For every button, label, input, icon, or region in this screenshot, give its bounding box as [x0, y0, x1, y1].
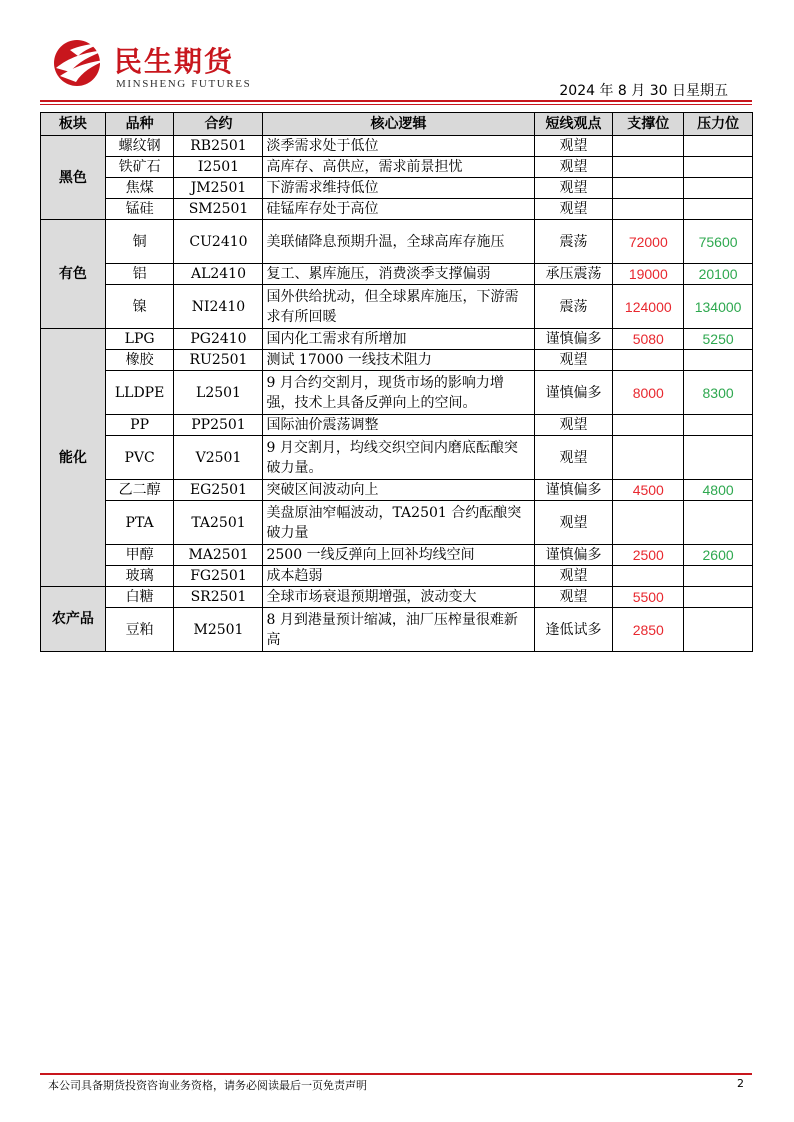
page-number: 2	[737, 1077, 744, 1090]
product-cell: 玻璃	[105, 566, 174, 587]
view-cell: 谨慎偏多	[534, 329, 613, 350]
product-cell: 锰硅	[105, 199, 174, 220]
sector-cell: 农产品	[41, 587, 106, 652]
resistance-cell	[684, 587, 753, 608]
product-cell: 白糖	[105, 587, 174, 608]
product-cell: PTA	[105, 501, 174, 545]
header-divider	[40, 100, 752, 102]
header-view: 短线观点	[534, 113, 613, 136]
product-cell: 焦煤	[105, 178, 174, 199]
table-row	[41, 371, 753, 415]
view-cell: 观望	[534, 350, 613, 371]
resistance-cell	[684, 436, 753, 480]
logic-cell: 下游需求维持低位	[263, 178, 534, 199]
resistance-cell	[684, 566, 753, 587]
table-row	[41, 501, 753, 545]
header-contract: 合约	[174, 113, 263, 136]
support-cell	[613, 136, 684, 157]
table-row	[41, 220, 753, 264]
logic-cell: 9 月合约交割月，现货市场的影响力增强，技术上具备反弹向上的空间。	[263, 371, 534, 415]
resistance-cell	[684, 350, 753, 371]
header-product: 品种	[105, 113, 174, 136]
resistance-cell: 20100	[684, 264, 753, 285]
view-cell: 观望	[534, 178, 613, 199]
resistance-cell: 4800	[684, 480, 753, 501]
minsheng-logo-icon	[50, 38, 108, 88]
support-cell: 4500	[613, 480, 684, 501]
report-date: 2024 年 8 月 30 日星期五	[559, 83, 728, 99]
support-cell	[613, 178, 684, 199]
table-row	[41, 285, 753, 329]
support-cell	[613, 199, 684, 220]
header-support: 支撑位	[613, 113, 684, 136]
contract-cell: AL2410	[174, 264, 263, 285]
logic-cell: 2500 一线反弹向上回补均线空间	[263, 545, 534, 566]
support-cell	[613, 501, 684, 545]
product-cell: PP	[105, 415, 174, 436]
contract-cell: NI2410	[174, 285, 263, 329]
brand-name-en: MINSHENG FUTURES	[116, 78, 252, 90]
sector-cell: 能化	[41, 329, 106, 587]
logic-cell: 硅锰库存处于高位	[263, 199, 534, 220]
support-cell: 72000	[613, 220, 684, 264]
table-row	[41, 178, 753, 199]
logic-cell: 美盘原油窄幅波动，TA2501 合约酝酿突破力量	[263, 501, 534, 545]
product-cell: 甲醇	[105, 545, 174, 566]
product-cell: LLDPE	[105, 371, 174, 415]
contract-cell: TA2501	[174, 501, 263, 545]
support-cell	[613, 415, 684, 436]
product-cell: 螺纹钢	[105, 136, 174, 157]
contract-cell: FG2501	[174, 566, 263, 587]
contract-cell: CU2410	[174, 220, 263, 264]
table-row	[41, 136, 753, 157]
logic-cell: 淡季需求处于低位	[263, 136, 534, 157]
support-cell	[613, 566, 684, 587]
view-cell: 观望	[534, 199, 613, 220]
table-row	[41, 608, 753, 652]
view-cell: 观望	[534, 415, 613, 436]
support-cell: 2850	[613, 608, 684, 652]
product-cell: LPG	[105, 329, 174, 350]
table-row	[41, 480, 753, 501]
disclaimer: 本公司具备期货投资咨询业务资格，请务必阅读最后一页免责声明	[48, 1079, 367, 1092]
logic-cell: 成本趋弱	[263, 566, 534, 587]
resistance-cell	[684, 178, 753, 199]
logic-cell: 复工、累库施压，消费淡季支撑偏弱	[263, 264, 534, 285]
contract-cell: L2501	[174, 371, 263, 415]
contract-cell: I2501	[174, 157, 263, 178]
contract-cell: PP2501	[174, 415, 263, 436]
resistance-cell: 8300	[684, 371, 753, 415]
table-row	[41, 545, 753, 566]
contract-cell: M2501	[174, 608, 263, 652]
support-cell: 5500	[613, 587, 684, 608]
view-cell: 观望	[534, 157, 613, 178]
resistance-cell	[684, 136, 753, 157]
product-cell: 铁矿石	[105, 157, 174, 178]
resistance-cell	[684, 199, 753, 220]
product-cell: PVC	[105, 436, 174, 480]
header-divider-thin	[40, 104, 752, 105]
table-row	[41, 587, 753, 608]
support-cell: 124000	[613, 285, 684, 329]
resistance-cell	[684, 608, 753, 652]
logic-cell: 美联储降息预期升温，全球高库存施压	[263, 220, 534, 264]
table-row	[41, 199, 753, 220]
view-cell: 观望	[534, 136, 613, 157]
support-cell: 19000	[613, 264, 684, 285]
support-cell	[613, 436, 684, 480]
resistance-cell	[684, 157, 753, 178]
view-cell: 观望	[534, 501, 613, 545]
table-row	[41, 566, 753, 587]
table-row	[41, 264, 753, 285]
logic-cell: 高库存、高供应，需求前景担忧	[263, 157, 534, 178]
resistance-cell	[684, 501, 753, 545]
logic-cell: 测试 17000 一线技术阻力	[263, 350, 534, 371]
resistance-cell	[684, 415, 753, 436]
product-cell: 镍	[105, 285, 174, 329]
contract-cell: EG2501	[174, 480, 263, 501]
contract-cell: SM2501	[174, 199, 263, 220]
logic-cell: 国际油价震荡调整	[263, 415, 534, 436]
resistance-cell: 134000	[684, 285, 753, 329]
logic-cell: 全球市场衰退预期增强，波动变大	[263, 587, 534, 608]
contract-cell: PG2410	[174, 329, 263, 350]
view-cell: 观望	[534, 566, 613, 587]
sector-cell: 黑色	[41, 136, 106, 220]
view-cell: 震荡	[534, 285, 613, 329]
logic-cell: 9 月交割月，均线交织空间内磨底酝酿突破力量。	[263, 436, 534, 480]
support-cell: 2500	[613, 545, 684, 566]
table-row	[41, 329, 753, 350]
product-cell: 橡胶	[105, 350, 174, 371]
product-cell: 乙二醇	[105, 480, 174, 501]
view-cell: 震荡	[534, 220, 613, 264]
support-cell	[613, 350, 684, 371]
resistance-cell: 5250	[684, 329, 753, 350]
contract-cell: RU2501	[174, 350, 263, 371]
header-sector: 板块	[41, 113, 106, 136]
resistance-cell: 75600	[684, 220, 753, 264]
table-row	[41, 350, 753, 371]
table-row	[41, 436, 753, 480]
table-header-row	[41, 113, 753, 136]
view-cell: 谨慎偏多	[534, 480, 613, 501]
view-cell: 承压震荡	[534, 264, 613, 285]
resistance-cell: 2600	[684, 545, 753, 566]
header-logic: 核心逻辑	[263, 113, 534, 136]
support-cell: 5080	[613, 329, 684, 350]
footer-divider	[40, 1073, 752, 1075]
logic-cell: 突破区间波动向上	[263, 480, 534, 501]
table-row	[41, 157, 753, 178]
contract-cell: RB2501	[174, 136, 263, 157]
logic-cell: 国外供给扰动，但全球累库施压，下游需求有所回暖	[263, 285, 534, 329]
product-cell: 铝	[105, 264, 174, 285]
contract-cell: SR2501	[174, 587, 263, 608]
product-cell: 豆粕	[105, 608, 174, 652]
brand-name: 民生期货	[114, 45, 235, 78]
header-resistance: 压力位	[684, 113, 753, 136]
logic-cell: 8 月到港量预计缩减，油厂压榨量很难新高	[263, 608, 534, 652]
contract-cell: MA2501	[174, 545, 263, 566]
view-cell: 观望	[534, 587, 613, 608]
view-cell: 谨慎偏多	[534, 545, 613, 566]
product-cell: 铜	[105, 220, 174, 264]
view-cell: 谨慎偏多	[534, 371, 613, 415]
view-cell: 逢低试多	[534, 608, 613, 652]
contract-cell: JM2501	[174, 178, 263, 199]
support-cell	[613, 157, 684, 178]
view-cell: 观望	[534, 436, 613, 480]
logic-cell: 国内化工需求有所增加	[263, 329, 534, 350]
contract-cell: V2501	[174, 436, 263, 480]
table-row	[41, 415, 753, 436]
support-cell: 8000	[613, 371, 684, 415]
sector-cell: 有色	[41, 220, 106, 329]
futures-strategy-table	[40, 112, 753, 652]
